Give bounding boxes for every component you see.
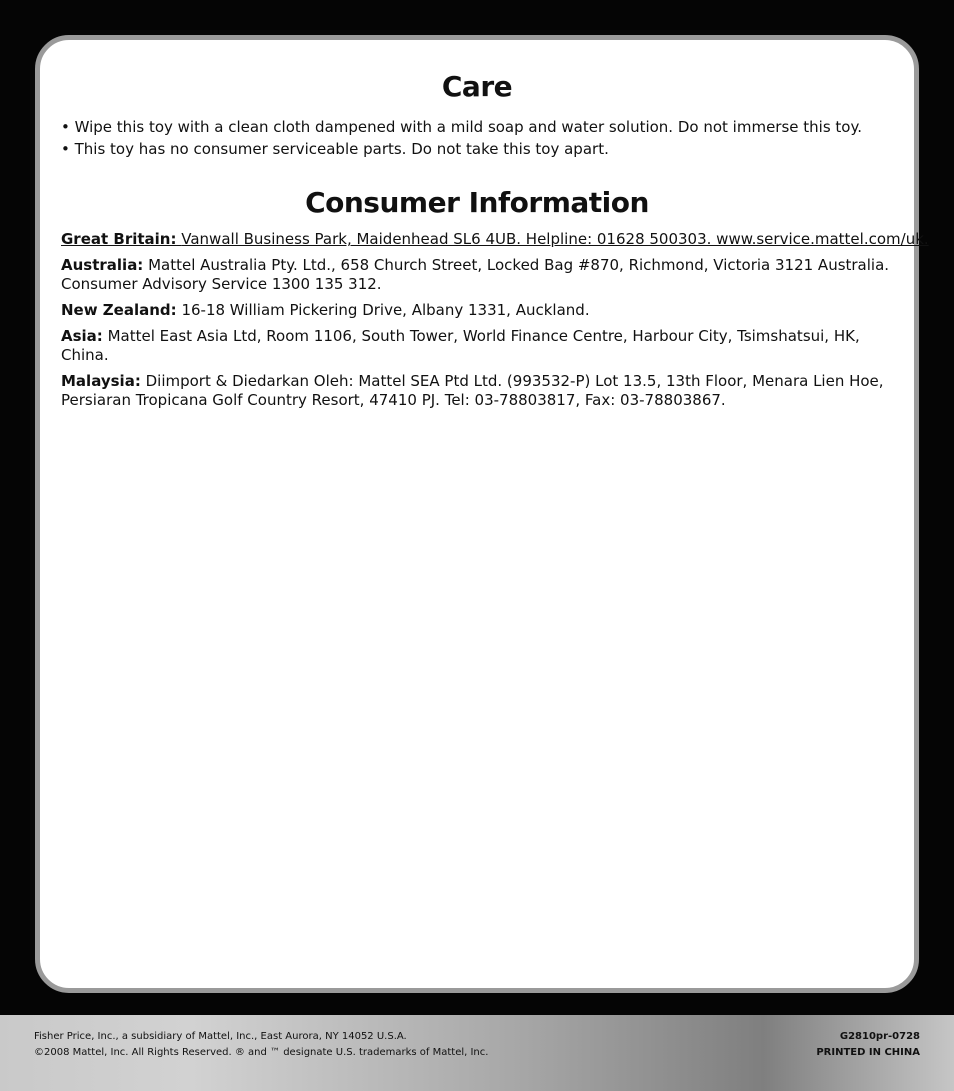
entry-new-zealand	[61, 301, 893, 320]
region-label: Malaysia:	[61, 372, 141, 390]
region-text: 16-18 William Pickering Drive, Albany 1331, Auckland.	[181, 301, 590, 319]
care-bullet: • Wipe this toy with a clean cloth dampened with a mild soap and water solution. Do not immerse this toy.	[61, 118, 862, 136]
entry-malaysia	[61, 372, 893, 410]
region-text: Diimport & Diedarkan Oleh: Mattel SEA Ptd Ltd. (993532-P) Lot 13.5, 13th Floor, Menara Lien Hoe, Persiaran Tropicana Golf Country Resort, 47410 PJ. Tel: 03-78803817, Fax: 03-78803867.	[61, 372, 884, 409]
entry-asia	[61, 327, 893, 365]
region-text: Vanwall Business Park, Maidenhead SL6 4UB. Helpline: 01628 500303. www.service.mattel.com/uk.	[181, 230, 929, 248]
region-label: New Zealand:	[61, 301, 177, 319]
footer-copyright: ©2008 Mattel, Inc. All Rights Reserved. ® and ™ designate U.S. trademarks of Mattel, Inc.	[34, 1047, 489, 1058]
care-heading: Care	[441, 70, 513, 103]
region-label: Great Britain:	[61, 230, 177, 248]
region-label: Australia:	[61, 256, 144, 274]
footer-company: Fisher Price, Inc., a subsidiary of Mattel, Inc., East Aurora, NY 14052 U.S.A.	[34, 1031, 407, 1042]
care-list	[61, 116, 893, 160]
content-area	[61, 40, 929, 417]
entry-great-britain	[61, 230, 929, 249]
region-text: Mattel Australia Pty. Ltd., 658 Church Street, Locked Bag #870, Richmond, Victoria 3121 Australia. Consumer Advisory Service 1300 135 312.	[61, 256, 890, 293]
care-bullet: • This toy has no consumer serviceable parts. Do not take this toy apart.	[61, 140, 609, 158]
entry-australia	[61, 256, 893, 294]
consumer-info-heading: Consumer Information	[305, 186, 649, 219]
footer-printed-in: PRINTED IN CHINA	[816, 1047, 920, 1058]
footer-product-info	[816, 1029, 920, 1061]
footer-legal	[34, 1029, 488, 1061]
region-label: Asia:	[61, 327, 103, 345]
footer-product-code: G2810pr-0728	[839, 1031, 920, 1042]
consumer-info-list	[61, 230, 929, 410]
footer-bar	[0, 1015, 954, 1091]
content-panel	[35, 35, 929, 993]
region-text: Mattel East Asia Ltd, Room 1106, South Tower, World Finance Centre, Harbour City, Tsimshatsui, HK, China.	[61, 327, 860, 364]
